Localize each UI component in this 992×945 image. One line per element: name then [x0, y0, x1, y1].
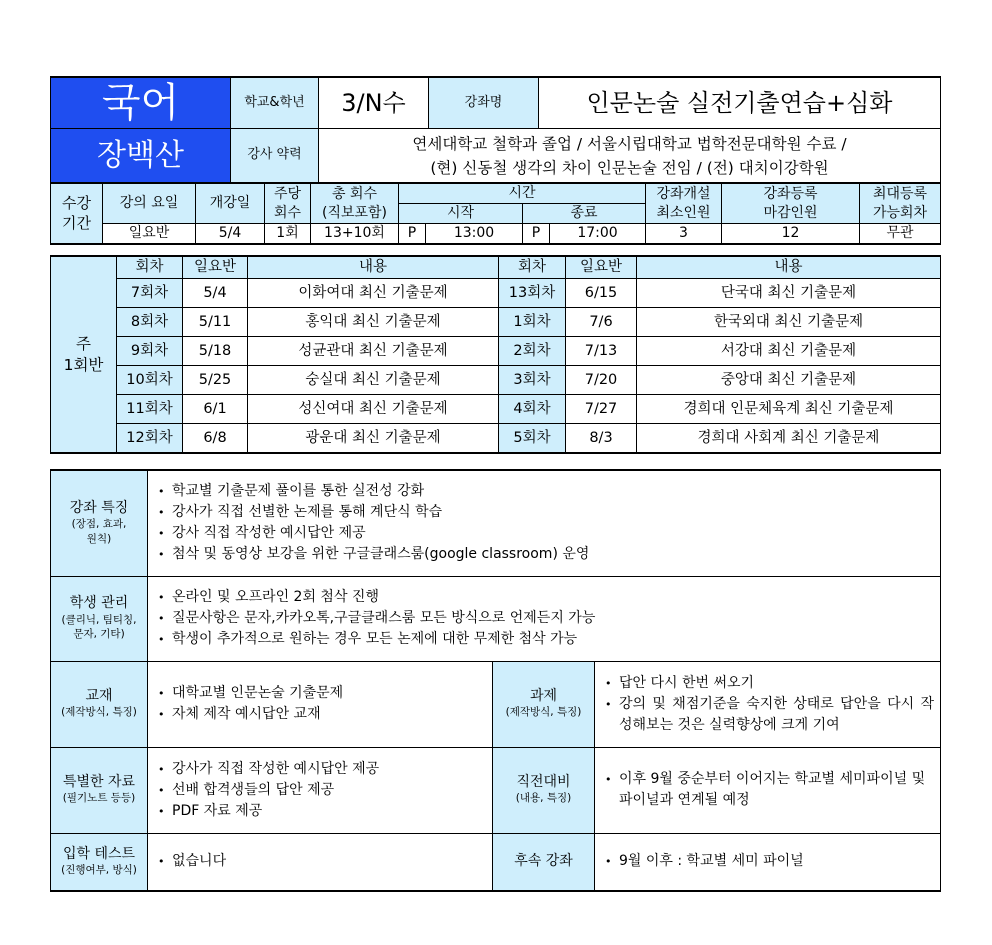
list-item: • 학생이 추가적으로 원하는 경우 모든 논제에 대한 무제한 첨삭 가능 — [158, 629, 940, 650]
max-label: 최대등록 가능회차 — [860, 183, 941, 224]
list-item: • 9월 이후 : 학교별 세미 파이널 — [605, 851, 940, 872]
student-mgmt-sub: (클리닉, 팀티칭, 문자, 기타) — [61, 613, 137, 641]
school-grade-value: 3/N수 — [319, 77, 429, 129]
course-header — [50, 76, 941, 184]
final-prep-label — [493, 747, 595, 833]
session-content: 한국외대 최신 기출문제 — [637, 308, 941, 337]
list-item: • 강사가 직접 작성한 예시답안 제공 — [158, 759, 492, 780]
special-material-content — [148, 747, 493, 833]
time-start-label: 시작 — [399, 204, 523, 224]
schedule-table — [50, 182, 941, 245]
session-round: 13회차 — [499, 279, 566, 308]
session-content: 성균관대 최신 기출문제 — [248, 337, 499, 366]
final-prep-content — [595, 747, 941, 833]
list-item: • 첨삭 및 동영상 보강을 위한 구글클래스룸(google classroom) 운영 — [158, 544, 940, 565]
session-content: 중앙대 최신 기출문제 — [637, 366, 941, 395]
entrance-test-title: 입학 테스트 — [62, 845, 136, 862]
session-date: 7/20 — [566, 366, 637, 395]
end-time: 17:00 — [550, 224, 646, 245]
session-content: 이화여대 최신 기출문제 — [248, 279, 499, 308]
session-content: 홍익대 최신 기출문제 — [248, 308, 499, 337]
start-ampm: P — [399, 224, 426, 245]
time-end-label: 종료 — [523, 204, 646, 224]
list-item: • 온라인 및 오프라인 2회 첨삭 진행 — [158, 587, 940, 608]
textbook-title: 교재 — [85, 687, 113, 704]
session-date: 7/6 — [566, 308, 637, 337]
session-content: 경희대 인문체육계 최신 기출문제 — [637, 395, 941, 424]
weekly-label: 주당 회수 — [265, 183, 311, 224]
list-item: • 강의 및 채점기준을 숙지한 상태로 답안을 다시 작성해보는 것은 실력향상에 크게 기여 — [605, 694, 934, 736]
session-round: 8회차 — [117, 308, 183, 337]
period-label: 수강 기간 — [51, 183, 103, 244]
list-item: • 학교별 기출문제 풀이를 통한 실전성 강화 — [158, 481, 940, 502]
session-round: 10회차 — [117, 366, 183, 395]
session-round: 3회차 — [499, 366, 566, 395]
session-round: 9회차 — [117, 337, 183, 366]
course-feature-label — [51, 470, 148, 576]
session-date: 6/15 — [566, 279, 637, 308]
entrance-test-label — [51, 833, 148, 891]
session-content: 경희대 사회계 최신 기출문제 — [637, 424, 941, 454]
followup-content — [595, 833, 941, 891]
student-mgmt-label — [51, 576, 148, 661]
session-round: 2회차 — [499, 337, 566, 366]
time-label: 시간 — [399, 183, 646, 204]
start-label: 개강일 — [196, 183, 265, 224]
followup-title: 후속 강좌 — [514, 853, 573, 869]
list-item: • 선배 합격생들의 답안 제공 — [158, 780, 492, 801]
session-date: 7/27 — [566, 395, 637, 424]
special-material-label — [51, 747, 148, 833]
session-date: 5/4 — [183, 279, 248, 308]
weekly-value: 1회 — [265, 224, 311, 245]
career-text — [319, 129, 941, 184]
start-value: 5/4 — [196, 224, 265, 245]
total-value: 13+10회 — [311, 224, 399, 245]
special-material-title: 특별한 자료 — [62, 773, 136, 790]
list-item: • PDF 자료 제공 — [158, 801, 492, 822]
deadline-value: 12 — [722, 224, 860, 245]
session-row — [51, 395, 941, 424]
col-class-right: 일요반 — [566, 256, 637, 279]
col-content-left: 내용 — [248, 256, 499, 279]
list-item: • 자체 제작 예시답안 교재 — [158, 704, 492, 725]
teacher-name: 장백산 — [51, 129, 231, 184]
session-round: 5회차 — [499, 424, 566, 454]
features-table — [50, 469, 941, 892]
textbook-sub: (제작방식, 특징) — [61, 706, 137, 719]
min-value: 3 — [646, 224, 722, 245]
start-time: 13:00 — [426, 224, 523, 245]
entrance-test-content — [148, 833, 493, 891]
session-row — [51, 308, 941, 337]
list-item: • 질문사항은 문자,카카오톡,구글클래스룸 모든 방식으로 언제든지 가능 — [158, 608, 940, 629]
list-item: • 답안 다시 한번 써오기 — [605, 673, 934, 694]
sessions-table — [50, 255, 941, 454]
homework-label — [493, 661, 595, 747]
session-round: 7회차 — [117, 279, 183, 308]
textbook-label — [51, 661, 148, 747]
career-line-2: (현) 신동철 생각의 차이 인문논술 전임 / (전) 대치이강학원 — [430, 158, 829, 177]
list-item: • 이후 9월 중순부터 이어지는 학교별 세미파이널 및 파이널과 연계될 예정 — [605, 769, 934, 811]
col-content-right: 내용 — [637, 256, 941, 279]
course-feature-content — [148, 470, 941, 576]
session-round: 4회차 — [499, 395, 566, 424]
col-class-left: 일요반 — [183, 256, 248, 279]
final-prep-title: 직전대비 — [516, 773, 571, 790]
homework-title: 과제 — [529, 687, 558, 704]
session-date: 6/8 — [183, 424, 248, 454]
session-round: 11회차 — [117, 395, 183, 424]
col-round-right: 회차 — [499, 256, 566, 279]
final-prep-sub: (내용, 특징) — [515, 792, 572, 805]
school-grade-label: 학교&학년 — [231, 77, 319, 129]
session-date: 8/3 — [566, 424, 637, 454]
course-feature-sub: (장점, 효과, 원칙) — [71, 518, 127, 545]
list-item: • 대학교별 인문논술 기출문제 — [158, 683, 492, 704]
session-content: 단국대 최신 기출문제 — [637, 279, 941, 308]
list-item: • 없습니다 — [158, 851, 492, 872]
session-date: 5/11 — [183, 308, 248, 337]
course-feature-title: 강좌 특징 — [69, 499, 129, 516]
session-date: 5/18 — [183, 337, 248, 366]
session-row — [51, 424, 941, 454]
session-content: 광운대 최신 기출문제 — [248, 424, 499, 454]
course-name-label: 강좌명 — [429, 77, 539, 129]
session-content: 서강대 최신 기출문제 — [637, 337, 941, 366]
special-material-sub: (필기노트 등등) — [62, 792, 136, 805]
career-line-1: 연세대학교 철학과 졸업 / 서울시립대학교 법학전문대학원 수료 / — [412, 134, 847, 153]
session-row — [51, 337, 941, 366]
day-label: 강의 요일 — [103, 183, 196, 224]
subject-title: 국어 — [51, 77, 231, 129]
day-value: 일요반 — [103, 224, 196, 245]
followup-label — [493, 833, 595, 891]
session-date: 5/25 — [183, 366, 248, 395]
course-title: 인문논술 실전기출연습+심화 — [539, 77, 941, 129]
col-round-left: 회차 — [117, 256, 183, 279]
sessions-side-label: 주 1회반 — [51, 256, 117, 453]
student-mgmt-content — [148, 576, 941, 661]
session-content: 성신여대 최신 기출문제 — [248, 395, 499, 424]
max-value: 무관 — [860, 224, 941, 245]
entrance-test-sub: (진행여부, 방식) — [61, 864, 137, 877]
session-date: 6/1 — [183, 395, 248, 424]
textbook-content — [148, 661, 493, 747]
list-item: • 강사 직접 작성한 예시답안 제공 — [158, 523, 940, 544]
homework-content — [595, 661, 941, 747]
session-date: 7/13 — [566, 337, 637, 366]
session-row — [51, 279, 941, 308]
deadline-label: 강좌등록 마감인원 — [722, 183, 860, 224]
end-ampm: P — [523, 224, 550, 245]
session-round: 1회차 — [499, 308, 566, 337]
session-round: 12회차 — [117, 424, 183, 454]
total-label: 총 회수 (직보포함) — [311, 183, 399, 224]
min-label: 강좌개설 최소인원 — [646, 183, 722, 224]
session-content: 숭실대 최신 기출문제 — [248, 366, 499, 395]
list-item: • 강사가 직접 선별한 논제를 통해 계단식 학습 — [158, 502, 940, 523]
student-mgmt-title: 학생 관리 — [69, 595, 129, 612]
session-row — [51, 366, 941, 395]
homework-sub: (제작방식, 특징) — [505, 706, 582, 719]
career-label: 강사 약력 — [231, 129, 319, 184]
